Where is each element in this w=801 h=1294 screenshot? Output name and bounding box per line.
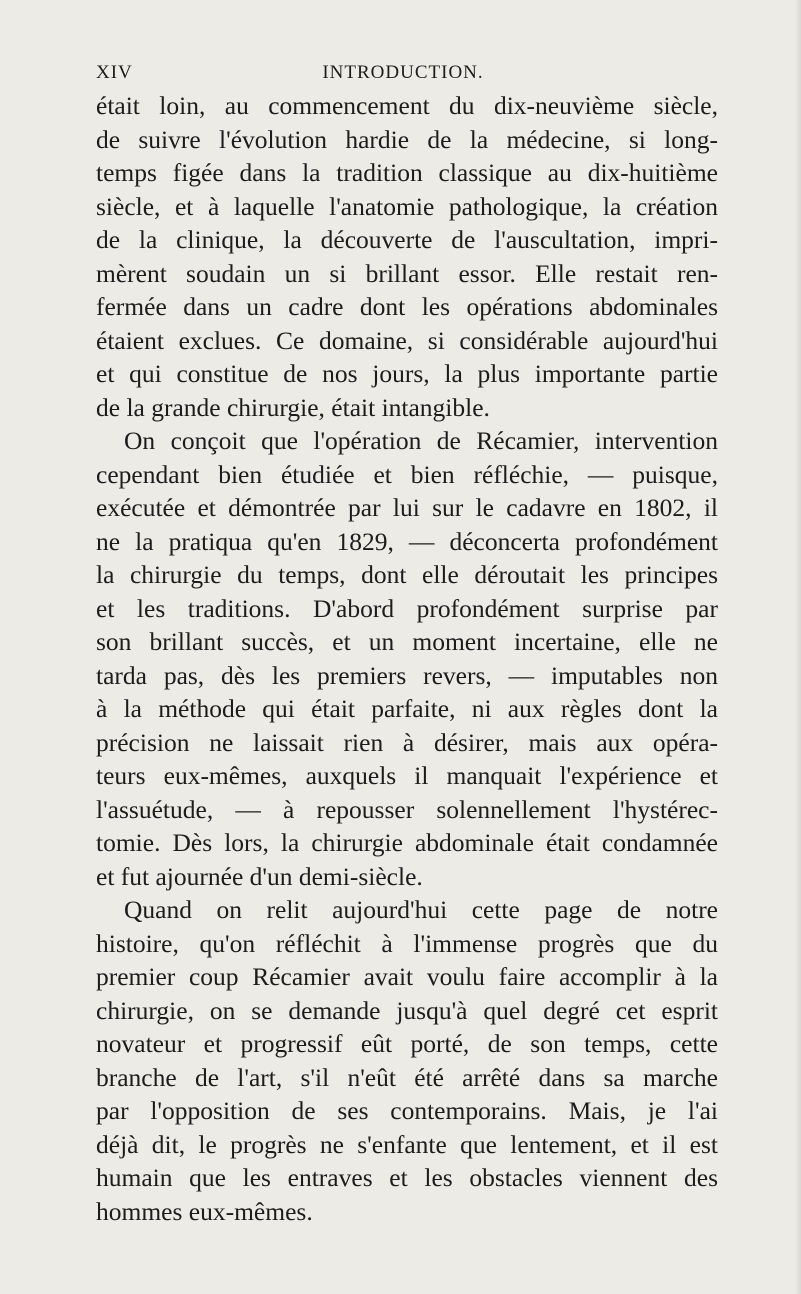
text-line: et qui constitue de nos jours, la plus importante partie: [96, 359, 718, 388]
text-line: siècle, et à laquelle l'anatomie pathologique, la création: [96, 191, 718, 221]
text-line: humain que les entraves et les obstacles viennent des: [96, 1163, 718, 1192]
text-line: et les traditions. D'abord profondément surprise par: [96, 593, 718, 623]
text-line: précision ne laissait rien à désirer, mais aux opéra-: [96, 727, 718, 757]
text-line: fermée dans un cadre dont les opérations abdominales: [96, 292, 718, 321]
text-line: par l'opposition de ses contemporains. Mais, je l'ai: [96, 1096, 718, 1125]
text-line: de la clinique, la découverte de l'auscultation, impri-: [96, 225, 718, 254]
text-line: la chirurgie du temps, dont elle déroutait les principes: [96, 560, 718, 589]
paragraph: [96, 893, 718, 1228]
text-line: étaient exclues. Ce domaine, si considérable aujourd'hui: [96, 325, 718, 355]
text-line: chirurgie, on se demande jusqu'à quel degré cet esprit: [96, 995, 718, 1025]
running-head: [96, 62, 710, 88]
text-line: On conçoit que l'opération de Récamier, intervention: [124, 426, 718, 455]
text-line: mèrent soudain un si brillant essor. Elle restait ren-: [96, 258, 718, 288]
text-line: tarda pas, dès les premiers revers, — imputables non: [96, 660, 718, 690]
body-text: [96, 89, 718, 1228]
text-line: premier coup Récamier avait voulu faire accomplir à la: [96, 962, 718, 991]
text-line: de la grande chirurgie, était intangible.: [96, 392, 490, 422]
page-edge-shadow: [795, 0, 801, 1294]
text-line: histoire, qu'on réfléchit à l'immense progrès que du: [96, 928, 718, 958]
text-line: branche de l'art, s'il n'eût été arrêté dans sa marche: [96, 1062, 718, 1092]
text-line: était loin, au commencement du dix-neuvième siècle,: [96, 91, 718, 120]
text-line: teurs eux-mêmes, auxquels il manquait l'expérience et: [96, 761, 718, 790]
text-line: déjà dit, le progrès ne s'enfante que lentement, et il est: [96, 1129, 718, 1159]
paragraph: [96, 424, 718, 893]
text-line: tomie. Dès lors, la chirurgie abdominale était condamnée: [96, 828, 718, 857]
text-line: et fut ajournée d'un demi-siècle.: [96, 861, 423, 891]
text-line: de suivre l'évolution hardie de la médecine, si long-: [96, 124, 718, 154]
running-title: INTRODUCTION.: [322, 62, 484, 83]
text-line: l'assuétude, — à repousser solennellement l'hystérec-: [96, 794, 718, 824]
page-number: XIV: [96, 62, 133, 83]
text-line: à la méthode qui était parfaite, ni aux règles dont la: [96, 694, 718, 723]
text-line: cependant bien étudiée et bien réfléchie, — puisque,: [96, 459, 718, 489]
text-line: exécutée et démontrée par lui sur le cadavre en 1802, il: [96, 493, 718, 522]
text-line: son brillant succès, et un moment incertaine, elle ne: [96, 627, 718, 656]
text-line: temps figée dans la tradition classique au dix-huitième: [96, 158, 718, 187]
paragraph: [96, 89, 718, 424]
text-line: hommes eux-mêmes.: [96, 1196, 313, 1226]
text-line: Quand on relit aujourd'hui cette page de notre: [124, 895, 718, 924]
text-line: novateur et progressif eût porté, de son temps, cette: [96, 1029, 718, 1058]
text-line: ne la pratiqua qu'en 1829, — déconcerta profondément: [96, 526, 718, 556]
